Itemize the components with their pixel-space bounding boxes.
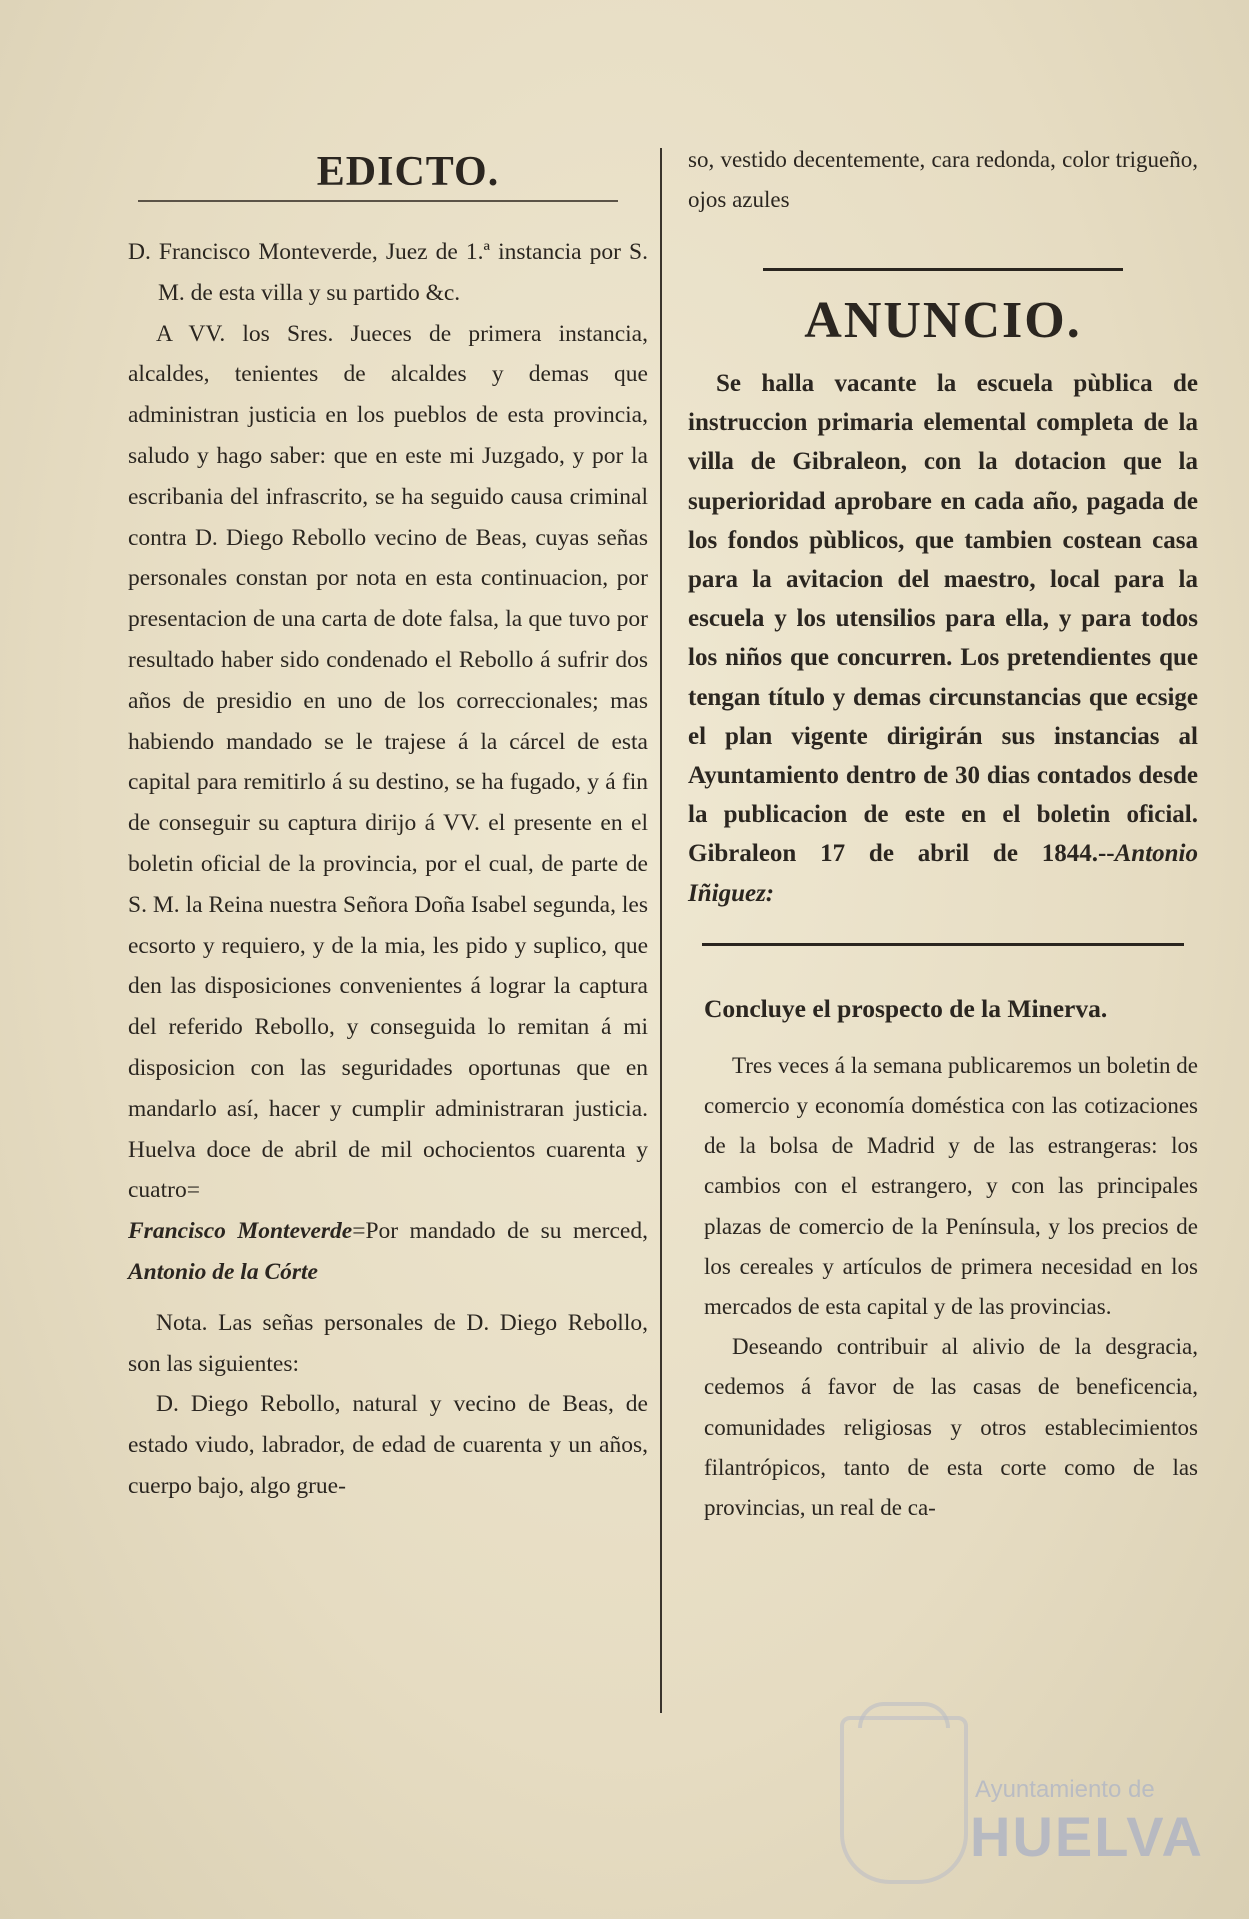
anuncio-top-rule [763, 268, 1123, 271]
edicto-body-paragraph: A VV. los Sres. Jueces de primera instancia, alcaldes, tenientes de alcaldes y demas que administran justicia en los pueblos de esta provincia, saludo y hago saber: que en este mi Juzgado, y por la escribania del infrascrito, se ha seguido causa criminal contra D. Diego Rebollo vecino de Beas, cuyas señas personales constan por nota en esta continuacion, por presentacion de una carta de dote falsa, la que tuvo por resultado haber sido condenado el Rebollo á sufrir dos años de presidio en uno de los correccionales; mas habiendo mandado se le trajese á la cárcel de esta capital para remitirlo á su destino, se ha fugado, y á fin de conseguir su captura dirijo á VV. el presente en el boletin oficial de la provincia, por el cual, de parte de S. M. la Reina nuestra Señora Doña Isabel segunda, les ecsorto y requiero, y de la mia, les pido y suplico, que den las disposiciones convenientes á lograr la captura del referido Rebollo, y conseguida lo remitan á mi disposicion con las seguridades oportunas que en mandarlo así, hacer y cumplir administraran justicia. Huelva doce de abril de mil ochocientos cuarenta y cuatro= [128, 320, 648, 1204]
edicto-nota: Nota. Las señas personales de D. Diego Rebollo, son las siguientes: [128, 1309, 648, 1377]
signature-mandate: =Por mandado de su merced, [352, 1218, 648, 1245]
anuncio-text [688, 364, 1198, 913]
signature-clerk: Antonio de la Córte [128, 1258, 318, 1285]
column-divider [660, 148, 662, 1713]
edicto-description: D. Diego Rebollo, natural y vecino de Beas, de estado viudo, labrador, de edad de cuarenta y un años, cuerpo bajo, algo grue- [128, 1391, 648, 1499]
signature-judge: Francisco Monteverde [128, 1218, 353, 1245]
minerva-paragraph: Tres veces á la semana publicaremos un boletin de comercio y economía doméstica con las cotizaciones de la bolsa de Madrid y de las estrangeras: los cambios con el estrangero, y con las principales plazas de comercio de la Península, y los precios de los cereales y artículos de primera necesidad en los mercados de esta capital y de las provincias. [704, 1052, 1198, 1320]
minerva-section [688, 1046, 1198, 1528]
anuncio-signature: Antonio Iñiguez: [688, 840, 1198, 907]
right-column [688, 140, 1198, 1528]
edicto-title: EDICTO. [316, 149, 500, 195]
watermark-line2: HUELVA [970, 1805, 1204, 1868]
anuncio-body: Se halla vacante la escuela pùblica de instruccion primaria elemental completa de la villa de Gibraleon, con la dotacion que la superioridad aprobare en cada año, pagada de los fondos pùblicos, que tambien costean casa para la avitacion del maestro, local para la escuela y los utensilios para ella, y para todos los niños que concurren. Los pretendientes que tengan título y demas circunstancias que ecsige el plan vigente dirigirán sus instancias al Ayuntamiento dentro de 30 dias contados desde la publicacion de este en el boletin oficial. Gibraleon 17 de abril de 1844.-- [688, 370, 1198, 868]
minerva-title: Concluye el prospecto de la Minerva. [704, 993, 1108, 1023]
edicto-heading-paragraph: D. Francisco Monteverde, Juez de 1.ª instancia por S. M. de esta villa y su partido &c. [128, 239, 648, 306]
edicto-divider [138, 200, 618, 202]
minerva-paragraph: Deseando contribuir al alivio de la desgracia, cedemos á favor de las casas de beneficencia, comunidades religiosas y otros establecimientos filantrópicos, tanto de esta corte como de las provincias, un real de ca- [704, 1334, 1198, 1521]
coat-of-arms-icon [840, 1716, 968, 1884]
archive-watermark [840, 1716, 1204, 1906]
anuncio-bottom-rule [702, 943, 1184, 946]
edicto-signature [128, 1211, 648, 1293]
left-column [128, 140, 648, 1507]
watermark-line1: Ayuntamiento de [975, 1776, 1155, 1803]
anuncio-title: ANUNCIO. [804, 292, 1082, 349]
anuncio-section [688, 364, 1198, 913]
description-continuation: so, vestido decentemente, cara redonda, color trigueño, ojos azules [688, 147, 1198, 212]
